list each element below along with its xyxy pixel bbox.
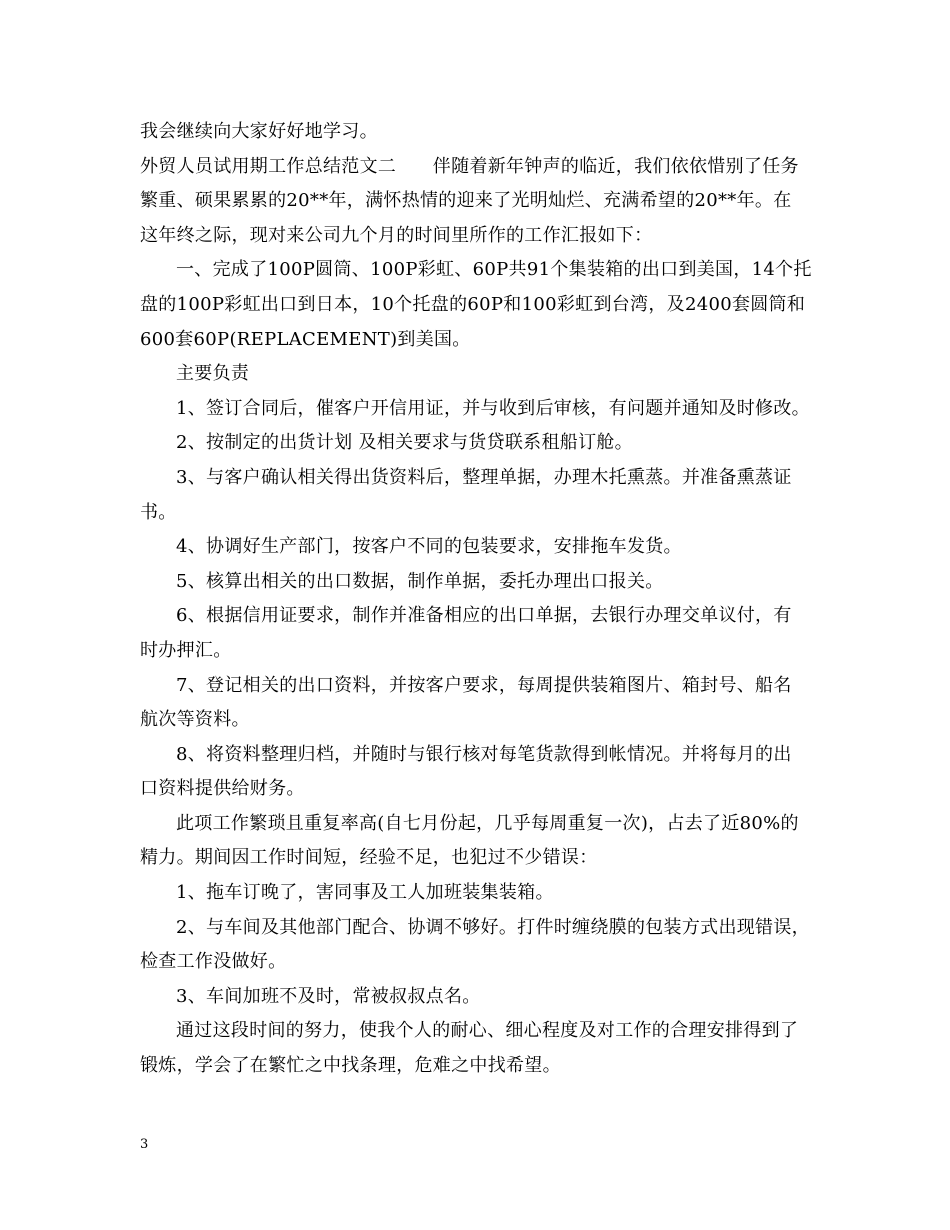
text-line: 600套60P(REPLACEMENT)到美国。 [140,328,471,350]
text-line: 7、登记相关的出口资料，并按客户要求，每周提供装箱图片、箱封号、船名 [176,674,792,696]
text-line: 主要负责 [176,363,250,385]
text-line: 检查工作没做好。 [140,951,287,973]
document-body [140,115,812,1084]
text-line: 1、拖车订晚了，害同事及工人加班装集装箱。 [176,882,554,904]
text-line: 这年终之际，现对来公司九个月的时间里所作的工作汇报如下： [140,224,653,246]
text-line: 锻炼，学会了在繁忙之中找条理，危难之中找希望。 [140,1055,561,1077]
text-line: 航次等资料。 [140,709,250,731]
text-line: 3、与客户确认相关得出货资料后，整理单据，办理木托熏蒸。并准备熏蒸证 [176,466,792,488]
text-line: 繁重、硕果累累的20**年，满怀热情的迎来了光明灿烂、充满希望的20**年。在 [140,190,792,212]
text-line: 此项工作繁琐且重复率高(自七月份起，几乎每周重复一次)，占去了近80%的 [176,812,799,834]
text-line: 2、按制定的出货计划 及相关要求与货贷联系租船订舱。 [176,432,633,454]
text-line: 6、根据信用证要求，制作并准备相应的出口单据，去银行办理交单议付，有 [176,605,792,627]
text-line: 口资料提供给财务。 [140,778,305,800]
text-line: 4、协调好生产部门，按客户不同的包装要求，安排拖车发货。 [176,536,682,558]
text-line: 盘的100P彩虹出口到日本，10个托盘的60P和100彩虹到台湾，及2400套圆筒和 [140,293,806,315]
text-line: 精力。期间因工作时间短，经验不足，也犯过不少错误： [140,847,598,869]
text-line: 1、签订合同后，催客户开信用证，并与收到后审核，有问题并通知及时修改。 [176,397,810,419]
text-line: 5、核算出相关的出口数据，制作单据，委托办理出口报关。 [176,570,664,592]
text-line: 书。 [140,501,177,523]
text-line: 8、将资料整理归档，并随时与银行核对每笔货款得到帐情况。并将每月的出 [176,743,792,765]
text-line: 通过这段时间的努力，使我个人的耐心、细心程度及对工作的合理安排得到了 [176,1020,799,1042]
text-line: 时办押汇。 [140,639,232,661]
text-line: 外贸人员试用期工作总结范文二 伴随着新年钟声的临近，我们依依惜别了任务 [140,155,799,177]
text-line: 一、完成了100P圆筒、100P彩虹、60P共91个集装箱的出口到美国，14个托 [176,259,812,281]
text-line: 3、车间加班不及时，常被叔叔点名。 [176,985,481,1007]
text-line: 我会继续向大家好好地学习。 [140,121,378,142]
page-number: 3 [140,1137,149,1152]
text-line: 2、与车间及其他部门配合、协调不够好。打件时缠绕膜的包装方式出现错误， [176,916,810,938]
